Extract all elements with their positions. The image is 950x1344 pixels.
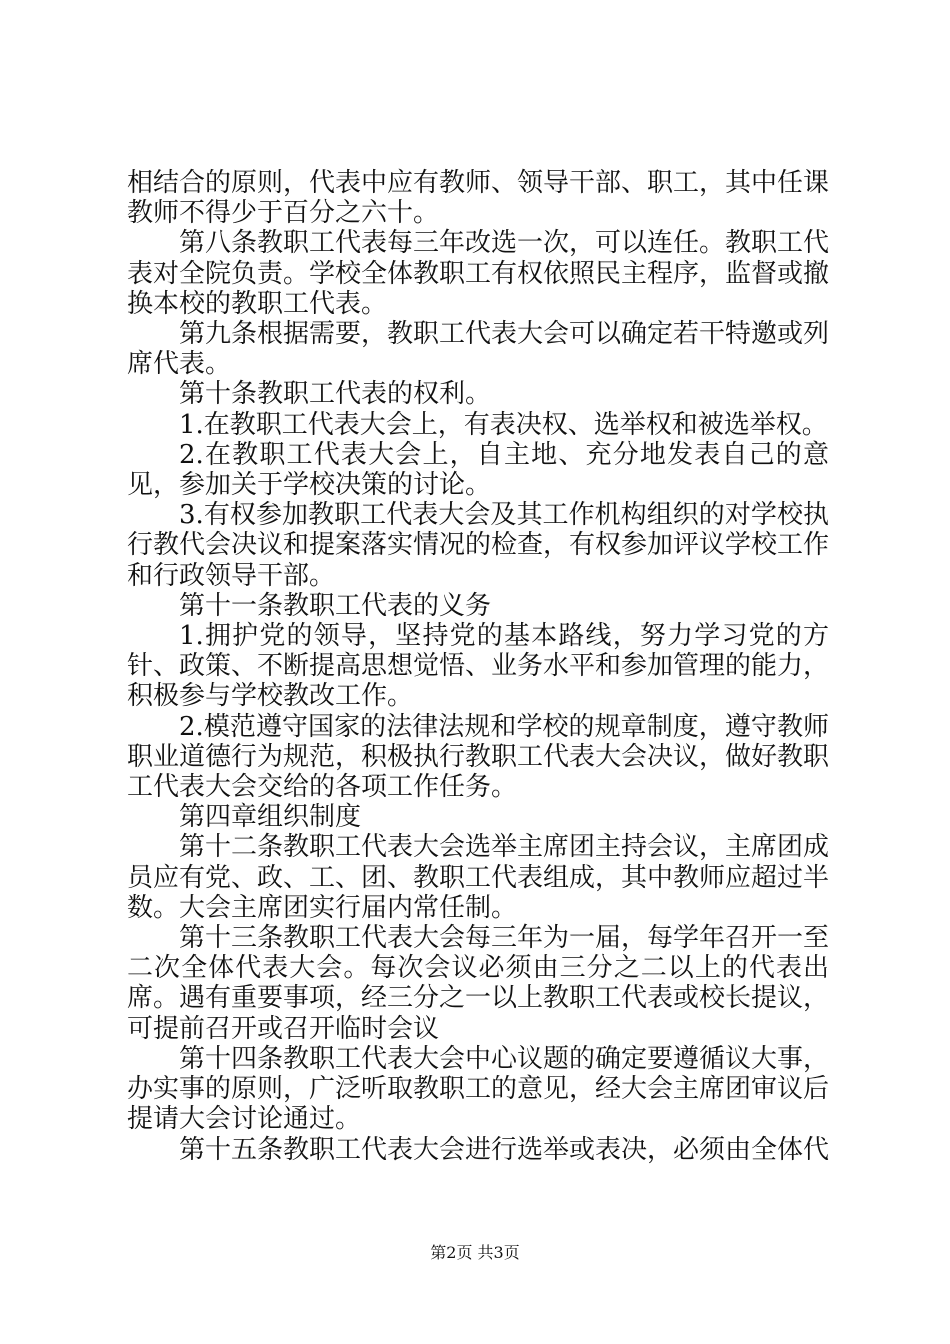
paragraph: 第十五条教职工代表大会进行选举或表决，必须由全体代: [179, 1134, 830, 1165]
paragraph: 1.拥护党的领导，坚持党的基本路线，努力学习党的方针、政策、不断提高思想觉悟、业务水平和参加管理的能力，积极参与学校教改工作。: [127, 621, 830, 712]
paragraph: 第十四条教职工代表大会中心议题的确定要遵循议大事，办实事的原则，广泛听取教职工的意见，经大会主席团审议后提请大会讨论通过。: [127, 1043, 830, 1135]
paragraph: 相结合的原则，代表中应有教师、领导干部、职工，其中任课教师不得少于百分之六十。: [127, 168, 830, 229]
paragraph: 第十条教职工代表的权利。: [179, 379, 492, 410]
paragraph: 第九条根据需要，教职工代表大会可以确定若干特邀或列席代表。: [127, 319, 830, 380]
paragraph: 2.模范遵守国家的法律法规和学校的规章制度，遵守教师职业道德行为规范，积极执行教职工代表大会决议，做好教职工代表大会交给的各项工作任务。: [127, 711, 830, 803]
paragraph: 3.有权参加教职工代表大会及其工作机构组织的对学校执行教代会决议和提案落实情况的检查，有权参加评议学校工作和行政领导干部。: [127, 500, 830, 591]
paragraph: 第八条教职工代表每三年改选一次，可以连任。教职工代表对全院负责。学校全体教职工有权依照民主程序，监督或撤换本校的教职工代表。: [127, 228, 830, 319]
document-body: [127, 168, 829, 1165]
page-footer: 第2页 共3页: [430, 1243, 520, 1262]
paragraph: 第十三条教职工代表大会每三年为一届，每学年召开一至二次全体代表大会。每次会议必须由三分之二以上的代表出席。遇有重要事项，经三分之一以上教职工代表或校长提议，可提前召开或召开临时会议: [127, 923, 830, 1044]
paragraph: 2.在教职工代表大会上，自主地、充分地发表自己的意见，参加关于学校决策的讨论。: [127, 439, 829, 501]
paragraph: 第十一条教职工代表的义务: [179, 590, 492, 621]
paragraph: 第四章组织制度: [179, 802, 362, 833]
paragraph: 第十二条教职工代表大会选举主席团主持会议，主席团成员应有党、政、工、团、教职工代表组成，其中教师应超过半数。大会主席团实行届内常任制。: [127, 832, 830, 923]
paragraph: 1.在教职工代表大会上，有表决权、选举权和被选举权。: [179, 409, 828, 440]
